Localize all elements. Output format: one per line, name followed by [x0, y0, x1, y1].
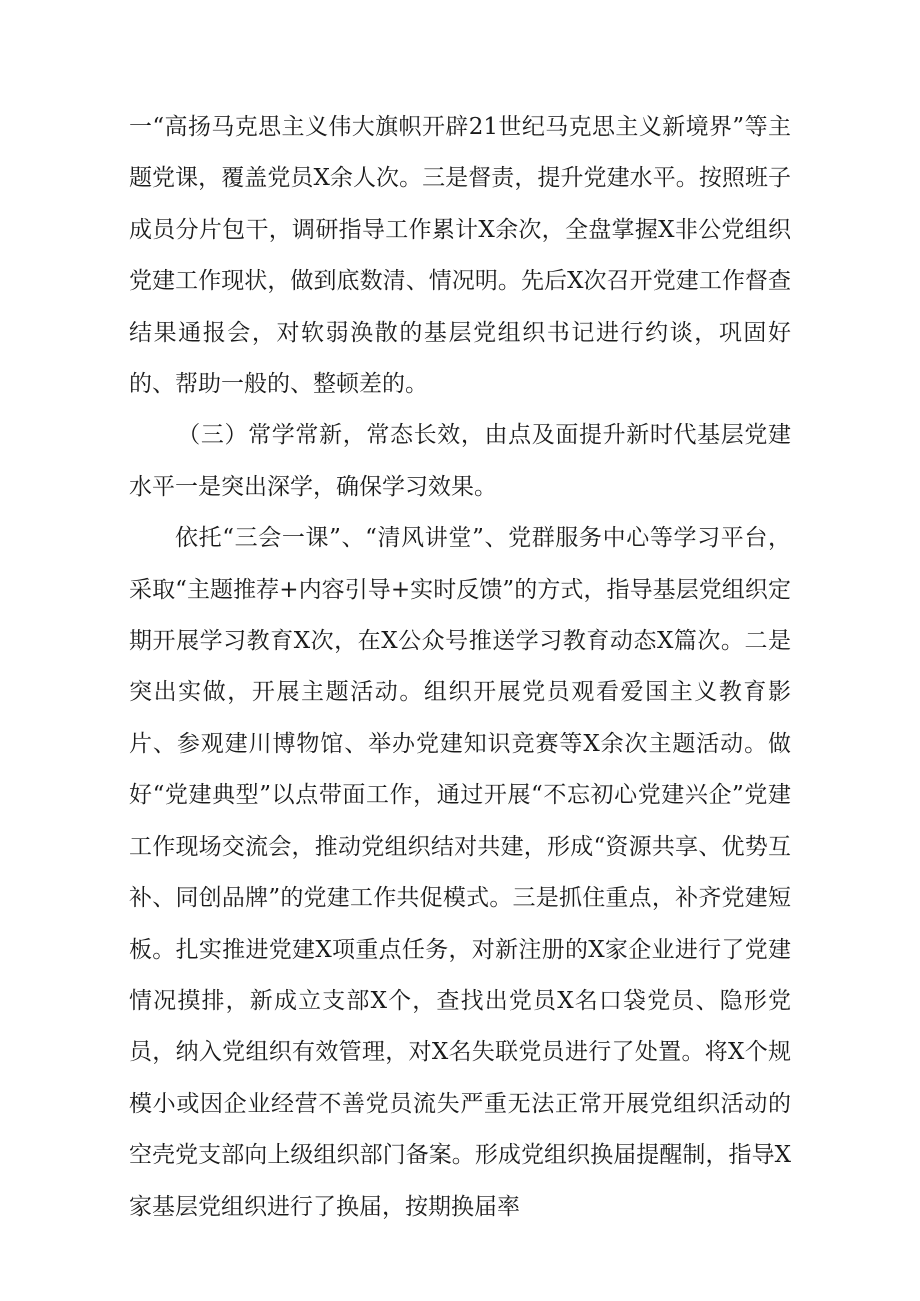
paragraph-study-practice: 依托“三会一课”、“清风讲堂”、党群服务中心等学习平台，采取“主题推荐+内容引导+实时反馈”的方式，指导基层党组织定期开展学习教育X次，在X公众号推送学习教育动态X篇次。二是突出实做，开展主题活动。组织开展党员观看爱国主义教育影片、参观建川博物馆、举办党建知识竞赛等X余次主题活动。做好“党建典型”以点带面工作，通过开展“不忘初心党建兴企”党建工作现场交流会，推动党组织结对共建，形成“资源共享、优势互补、同创品牌”的党建工作共促模式。三是抓住重点，补齐党建短板。扎实推进党建X项重点任务，对新注册的X家企业进行了党建情况摸排，新成立支部X个，查找出党员X名口袋党员、隐形党员，纳入党组织有效管理，对X名失联党员进行了处置。将X个规模小或因企业经营不善党员流失严重无法正常开展党组织活动的空壳党支部向上级组织部门备案。形成党组织换届提醒制，指导X家基层党组织进行了换届，按期换届率	[129, 525, 791, 1220]
paragraph-continuation: 一“高扬马克思主义伟大旗帜开辟21世纪马克思主义新境界”等主题党课，覆盖党员X余人次。三是督责，提升党建水平。按照班子成员分片包干，调研指导工作累计X余次，全盘掌握X非公党组织党建工作现状，做到底数清、情况明。先后X次召开党建工作督查结果通报会，对软弱涣散的基层党组织书记进行约谈，巩固好的、帮助一般的、整顿差的。	[129, 114, 791, 398]
section-heading-3: （三）常学常新，常态长效，由点及面提升新时代基层党建水平一是突出深学，确保学习效果。	[129, 422, 791, 500]
document-body	[129, 102, 791, 1233]
